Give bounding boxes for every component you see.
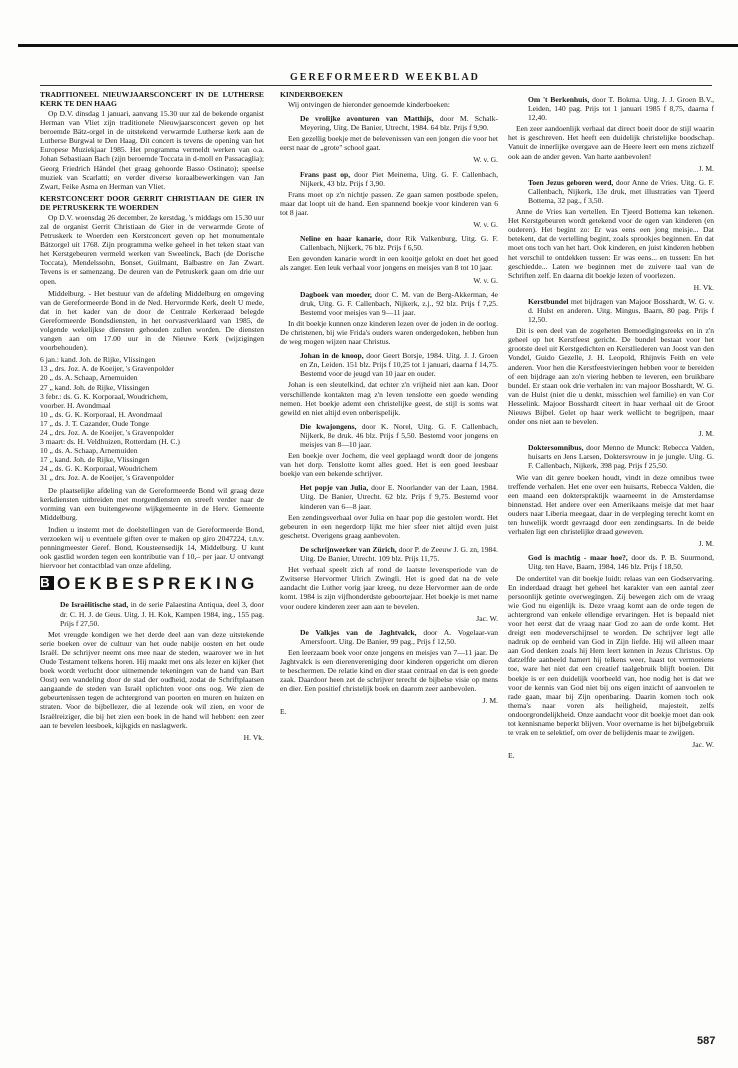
article-body: Op D.V. woensdag 26 december, 2e kerstdag, 's middags om 15.30 uur zal de organist Gerrit Christiaan de Gier in de verwarmde Grote of Petruskerk te Woerden een Kerstconcert geven op het monumentale Bätzorgel uit 1768. Zijn programma welke geheel in het teken staat van het Kerstgebeuren vermeld werken van Sweelinck, Bach (de Dorische Toccata), Mendelssohn, Bonset, Guilmant, Balbastre en Jan Zwart. Tevens is er samenzang. De deuren van de Petruskerk gaan om drie uur open. (40, 212, 264, 286)
schedule-line: 10 „ ds. G. K. Korporaal, H. Avondmaal (40, 409, 163, 419)
book-meta: door Menno de Munck: Rebecca Valden, huisarts en Jens Larsen, Doktersvrouw in je jungle. Uitg. G. F. Callenbach, Nijkerk, 398 pag. Prijs f 25,50. (528, 443, 714, 471)
book-review: Een boekje over Jochem, die veel geplaagd wordt door de jongens van het dorp. Tenslotte komt alles goed. Het is een goed leesbaar boekje van een bekende schrijver. (280, 451, 498, 479)
book-review: Dit is een deel van de zogeheten Bemoedigingsreeks en in z'n geheel op het Kerstfeest gericht. De bundel bestaat voor het grootste deel uit Kerstgedichten en Kerstliederen van Joost van den Vondel, Guido Gezelle, J. H. Leopold, Rhijnvis Feith en vele anderen. Voor hen die Kerstfeestvieringen hebben voor te bereiden of een bijdrage aan zo'n viering hebben te leveren, een bruikbare bundel. Er staan ook drie verhalen in: van majoor Bosshardt, W. G. van de Hulst (niet die u denkt, misschien wel familie) en van Cor Hesselink. Majoor Bosshardt citeert in haar verhaal uit de Groot Nieuws Bijbel. Gelet op haar werk wellicht te begrijpen, maar onder ons niet aan te bevelen. (508, 326, 714, 427)
signature: H. Vk. (243, 732, 264, 742)
article-body: De plaatselijke afdeling van de Gereformeerde Bond wil graag deze kerkdiensten uitbreiden met morgendiensten en streeft verder naar de vorming van een buitengewone wijkgemeente in de Herv. Gemeente Middelburg. (40, 485, 264, 522)
book-entry (508, 553, 714, 571)
schedule-line: 3 febr.: ds. G. K. Korporaal, Woudrichem, (40, 391, 168, 401)
book-title: Dagboek van moeder, (300, 289, 372, 299)
book-meta: door Rik Valkenburg, Uitg. G. F. Callenbach, Nijkerk, 76 blz. Prijs f 6,50. (300, 234, 498, 253)
signature: J. M. (482, 696, 498, 706)
book-title: Om 't Berkenhuis, (528, 95, 590, 104)
section-initial: B (40, 575, 54, 591)
section-title: KINDERBOEKEN (280, 90, 343, 99)
article-body: Indien u instemt met de doelstellingen van de Gereformeerde Bond, verzoeken wij u eventuele giften over te maken op giro 2047224, t.n.v. penningmeester Geref. Bond, Kousteensedijk 14, Middelburg. U kunt ook gastlid worden tegen een kontributie van f 10,– per jaar. U ontvangt hiervoor het contactblad van onze afdeling. (40, 524, 264, 571)
book-meta: door T. Bokma. Uitg. J. J. Groen B.V., Leiden, 140 pag. Prijs tot 1 januari 1985 f 8,75, daarna f 12,40. (528, 95, 714, 123)
signature: H. Vk. (693, 282, 714, 292)
book-meta: met bijdragen van Majoor Bosshardt, W. G. v. d. Hulst en anderen. Uitg. Mingus, Baarn, 80 pag. Prijs f 12,50. (528, 296, 714, 325)
page-number: 587 (697, 1035, 716, 1047)
book-title: Doktersomnibus, (528, 443, 584, 453)
article-body: Middelburg. - Het bestuur van de afdeling Middelburg en omgeving van de Gereformeerde Bond in de Ned. Hervormde Kerk, deelt U mede, dat in het kader van de door de Centrale Kerkeraad belegde Gereformeerde Bondsdiensten, in het oorvastverklaard van 1985, de volgende wekelijkse diensten gehouden zullen worden. De diensten vangen aan om 17.00 uur in de Nieuwe Kerk (wijzigingen voorbehouden). (40, 288, 264, 353)
book-entry (280, 628, 498, 646)
book-entry (280, 234, 498, 252)
signature: W. v. G. (473, 275, 498, 285)
book-meta: door ds. P. B. Suurmond, Uitg. ten Have, Baarn, 1984, 146 blz. Prijs f 18,50. (528, 553, 715, 572)
article-body: Op D.V. dinsdag 1 januari, aanvang 15.30 uur zal de bekende organist Herman van Vliet zijn traditionele Nieuwjaarsconcert geven op het beroemde Bätz-orgel in de uitstekend verwarmde Lutherse kerk aan de Lutherse Burgwal te Den Haag. Dit concert is tevens de opening van het Europese Muziekjaar 1985. Het programma vermeldt werken van o.a. Johan Sebastiaan Bach (zijn beroemde Toccata in d-moll en Passacaglia); Georg Friedrich Händel (het graag gehoorde Basso Ostinato); speelse muziek van Scarlatti; en verder diverse koraalbewerkingen van Jan Zwart, Feike Asma en Herman van Vliet. (40, 109, 264, 191)
signature: W. v. G. (473, 220, 498, 230)
intro: Wij ontvingen de hieronder genoemde kinderboeken: (288, 100, 450, 109)
book-review: Frans moet op z'n nichtje passen. Ze gaan samen postbode spelen, maar dat loopt uit de hand. Een spannend boekje voor kinderen van 6 tot 8 jaar. (280, 189, 498, 217)
book-title: Toen Jezus geboren werd, (528, 177, 614, 187)
book-meta: door C. M. van de Berg-Akkerman, 4e druk, Uitg. G. F. Callenbach, Nijkerk, z.j., 92 blz. Prijs f 7,25. Bestemd voor meisjes van 9—11 jaar. (300, 289, 499, 317)
book-entry (280, 170, 498, 188)
book-list (280, 114, 498, 705)
top-rule (18, 44, 738, 47)
signature: J. M. (698, 163, 714, 173)
signature: W. v. G. (473, 155, 498, 165)
signature: Jac. W. (692, 740, 714, 750)
column-2 (280, 90, 498, 719)
book-meta: door K. Norel, Uitg. G. F. Callenbach, Nijkerk, 8e druk. 46 blz. Prijs f 5,50. Bestemd voor jongens en meisjes van 8—10 jaar. (300, 421, 498, 449)
book-title: Neline en haar kanarie, (300, 234, 383, 244)
book-review: Een gezellig boekje met de belevenissen van een jongen die voor het eerst naar de „grote" school gaat. (280, 134, 498, 153)
signature: E. (280, 707, 287, 717)
book-review: In dit boekje kunnen onze kinderen lezen over de joden in de oorlog. De christenen, bij wie Frida's ouders waren ondergedoken, hebben hun de weg mogen wijzen naar Christus. (280, 318, 498, 347)
schedule-line: 10 „ ds. A. Schaap, Arnemuiden (40, 446, 138, 456)
book-meta: door Anne de Vries. Uitg. G. F. Callenbach, Nijkerk, 13e druk, met illustraties van Tjeerd Bottema, 32 pag., f 3,50. (528, 177, 714, 205)
schedule-line: 24 „ ds. G. K. Korporaal, Woudrichem (40, 464, 158, 474)
book-review: Een leerzaam boek voor onze jongens en meisjes van 7—11 jaar. De Jaghtvalck is een dierenvereniging door kinderen opgericht om dieren te beschermen. De relatie kind en dier staat centraal en dat is een goede zaak. Daardoor heen zet de schrijver terecht de bijbelse visie op mens en dier. Een positief christelijk boek en daarom zeer aanbevolen. (280, 647, 498, 694)
article-title: KERSTCONCERT DOOR GERRIT CHRISTIAAN DE GIER IN DE PETRUSKERK TE WOERDEN (40, 193, 264, 212)
signature: J. M. (698, 539, 714, 549)
book-entry (280, 422, 498, 449)
article-title: TRADITIONEEL NIEUWJAARSCONCERT IN DE LUTHERSE KERK TE DEN HAAG (40, 90, 264, 108)
schedule-line: 31 „ drs. Joz. A. de Koeijer, 's Gravenpolder (40, 473, 174, 483)
book-entry (508, 443, 714, 470)
section-heading (40, 573, 264, 593)
book-review: Een gevonden kanarie wordt in een kooitje gelokt en doet het goed als zanger. Een leuk verhaal voor jongens en meisjes van 8 tot 10 jaar. (280, 254, 498, 273)
book-meta: in de serie Palaestina Antiqua, deel 3, door dr. C. H. J. de Geus. Uitg. J. H. Kok, Kampen 1984, ing., 155 pag. Prijs f 27,50. (60, 600, 265, 628)
column-1 (40, 90, 264, 744)
book-entry (508, 178, 714, 205)
book-entry (280, 114, 498, 132)
page-header: GEREFORMEERD WEEKBLAD (290, 72, 480, 83)
book-title: God is machtig - maar hoe?, (528, 553, 628, 563)
schedule-line: voorber. H. Avondmaal (40, 400, 111, 410)
book-title: De Israëlitische stad, (60, 600, 129, 610)
schedule-line: 17 „ ds. J. T. Cazander, Oude Tonge (40, 418, 150, 428)
book-title: Johan in de knoop, (300, 351, 364, 361)
book-title: De Valkjes van de Jaghtvalck, (300, 627, 417, 637)
book-review: Een zeer aandoenlijk verhaal dat direct boeit door de stijl waarin het is geschreven. Het heeft een duidelijk christelijke boodschap. Vanuit de innerlijke overgave aan de Heere leert een mens zichzelf ook aan de ander geven. Van harte aanbevolen! (508, 124, 714, 161)
book-entry (280, 351, 498, 378)
book-entry (280, 290, 498, 317)
column-3 (508, 90, 714, 762)
book-meta: door A. Vogelaar-van Amersfoort. Uitg. De Banier, 99 pag., Prijs f 12,50. (300, 627, 498, 646)
book-review: Johan is een sleutelkind, dat echter z'n vrijheid niet aan kan. Door verschillende kontakten mag z'n leven tenslotte een goede wending nemen. Het boekje ademt een christelijke geest, de stijl is soms wat gewild en niet altijd even onberispelijk. (280, 380, 498, 417)
book-title: Kerstbundel (528, 296, 569, 306)
book-title: De schrijnwerker van Zürich, (300, 544, 397, 554)
schedule-line: 13 „ drs. Joz. A. de Koeijer, 's Gravenpolder (40, 364, 174, 374)
book-entry (508, 95, 714, 122)
book-entry (280, 545, 498, 563)
book-meta: door P. de Zeeuw J. G. zn, 1984. Uitg. De Banier, Utrecht. 109 blz. Prijs 11,75. (300, 544, 498, 564)
header-rule (40, 85, 712, 86)
book-meta: door E. Noorlander van der Laan, 1984. Uitg. De Banier, Utrecht. 62 blz. Prijs f 9,75. Bestemd voor kinderen van 6—8 jaar. (300, 483, 498, 511)
book-review: Een zendingsverhaal over Julia en haar pop die gestolen wordt. Het gebeuren in een negerdorp lijkt me hier sfeer niet altijd even juist geschetst. Overigens graag aanbevolen. (280, 512, 498, 540)
service-schedule (40, 355, 264, 482)
book-meta: door M. Schalk-Meyering, Uitg. De Banier, Utrecht, 1984. 64 blz. Prijs f 9,90. (300, 114, 498, 133)
book-review: De ondertitel van dit boekje luidt: relaas van een Godservaring. En inderdaad draagt het geheel het karakter van een aantal zeer persoonlijk getinte overwegingen. Zij bewegen zich om de vraag wie God nu eigenlijk is. Deze vraag komt aan de orde tegen de achtergrond van enkele ellendige ervaringen. Het is bepaald niet voor het eerst dat de vraag naar God zo aan de orde komt. Het dreigt een modeverschijnsel te worden. De schrijver legt alle nadruk op de eenheid van God in Zijn liefde. Hij wil alleen maar aan God denken zoals hij Hem leert kennen in Jezus Christus. Op datzelfde aanbeeld hamert hij telkens weer, haast tot vermoeiens toe, ware het niet dat een creatief taalgebruik blijft boeien. Dit boekje is er een duidelijk voorbeeld van, hoe nodig het is dat we voor de kennis van God niet bij ons eigen inzicht of aanvoelen te rade gaan, maar bij Zijn openbaring. Daarin komen toch ook thema's naar voren als heiligheid, majesteit, zelfs ondoorgrondelijkheid. Onze aandacht voor dit boekje moet dan ook tot kennisname beperkt blijven. Voor overname is het bijbelgebruik te vrak en te selektief, om over de belijdenis maar te zwijgen. (508, 573, 714, 738)
schedule-line: 27 „ kand. Joh. de Rijke, Vlissingen (40, 382, 150, 392)
book-title: Die kwajongens, (300, 421, 357, 431)
book-meta: door Geert Borsje, 1984. Uitg. J. J. Groen en Zn, Leiden. 151 blz. Prijs f 10,25 tot 1 januari, daarna f 14,75. Bestemd voor de jeugd van 10 jaar en ouder. (300, 351, 499, 379)
schedule-line: 24 „ drs. Joz. A. de Koeijer, 's Gravenpolder (40, 428, 174, 437)
schedule-line: 20 „ ds. A. Schaap, Arnemuiden (40, 373, 138, 383)
book-title: De vrolijke avonturen van Matthijs, (300, 114, 434, 124)
book-title: Het popje van Julia, (300, 483, 369, 493)
book-meta: door Piet Meinema, Uitg. G. F. Callenbach, Nijkerk, 43 blz. Prijs f 3,90. (300, 169, 498, 188)
signature: E. (508, 751, 515, 761)
signature: J. M. (698, 429, 714, 439)
book-review: Wie van dit genre boeken houdt, vindt in deze omnibus twee treffende verhalen. Het ene over een huisarts, Rebecca Valden, die een maand een dokterspraktijk waarneemt in de Amsterdamse binnenstad. Het andere over een Amerikaans meisje dat met haar ouders naar Liberia meegaat, daar in de verpleging terecht komt en ten huwelijk wordt gevraagd door een zendingsarts. In de beide verhalen ligt een christelijke draad geweven. (508, 472, 714, 537)
book-list (508, 95, 714, 749)
signature: Jac. W. (476, 613, 498, 623)
book-entry (280, 483, 498, 510)
section-title: OEKBESPREKING (57, 573, 259, 593)
book-entry (40, 600, 264, 627)
book-entry (508, 297, 714, 324)
book-review: Anne de Vries kan vertellen. En Tjeerd Bottema kan tekenen. Het Kerstgebeuren wordt getekend voor de ogen van kinderen (en ouderen). Het begint zo: Er was eens een jong meisje... Dat betekent, dat de vertelling begint, zoals sprookjes beginnen. En dat moet ons toch van het hart. Ook kinderen, en juist kinderen hebben het verschil te ontdekken tussen: Er was eens... en tussen: En het geschiedde... Laten we beginnen met de zuivere taal van de Schriften zelf. En daarna dit boekje lezen of voorlezen. (508, 207, 714, 280)
schedule-line: 6 jan.: kand. Joh. de Rijke, Vlissingen (40, 355, 156, 365)
book-review: Met vreugde kondigen we het derde deel aan van deze uitstekende serie boeken over de cultuur van het oude nabije oosten en het oude Israël. De schrijver neemt ons mee naar de steden, waarover we in het Oude Testament telkens horen. Hij maakt met ons als lezer en kijker (het boek wordt verlucht door uitnemende tekeningen van de hand van Bart Oost) een wandeling door de stad der oudheid, zodat de Schriftplaatsen aangaande de steden van Israël oplichten voor ons oog. We zien de gebeurtenissen tegen de achtergrond van poorten en muren en huizen en straten. Voor de bijbellezer, die al lezende ook wil zien, en voor de Israëlreiziger, die bij het zien een boek in de hand wil hebben: een zeer aan te bevelen leesboek, kijkgids en naslagwerk. (40, 629, 264, 730)
schedule-line: 17 „ kand. Joh. de Rijke, Vlissingen (40, 455, 150, 465)
book-review: Het verhaal speelt zich af rond de laatste levensperiode van de Zwitserse Hervormer Ulrich Zwingli. Het is goed dat na de vele aandacht die Luther vorig jaar kreeg, nu deze Hervormer aan de orde komt. 1984 is zijn vijfhonderdste geboortejaar. Het boekje is met name voor oudere kinderen zeer aan aan te bevelen. (280, 565, 498, 611)
book-title: Frans past op, (300, 169, 351, 179)
schedule-line: 3 maart: ds. H. Veldhuizen, Rotterdam (H. C.) (40, 437, 180, 447)
